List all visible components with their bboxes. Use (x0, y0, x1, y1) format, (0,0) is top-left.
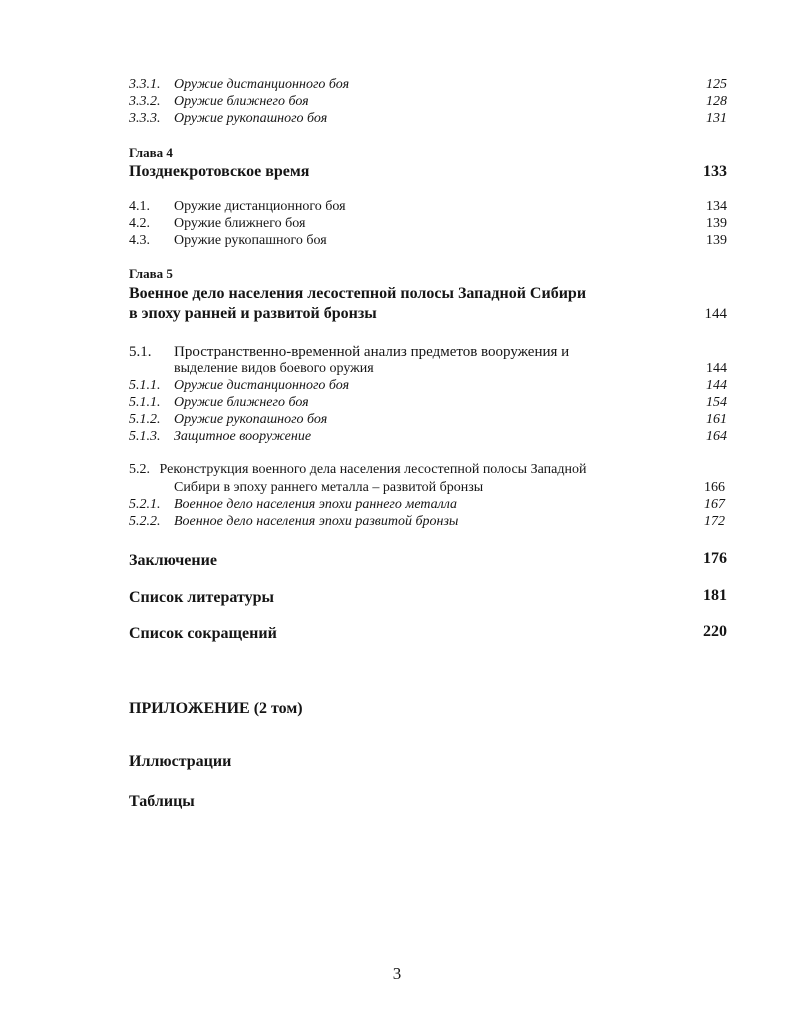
toc-number: 5.1. (129, 344, 152, 360)
toc-row-5-2-1 (129, 496, 727, 514)
toc-title: Список сокращений (129, 625, 277, 642)
toc-page: 167 (704, 497, 725, 512)
chapter-5-title-line-2 (129, 304, 727, 324)
toc-row-4-1 (129, 198, 727, 216)
toc-number: 5.1.3. (129, 429, 161, 444)
toc-row-3-3-1 (129, 76, 727, 94)
toc-title: Оружие ближнего боя (174, 216, 306, 231)
toc-title: Оружие дистанционного боя (174, 77, 350, 92)
toc-title: Список литературы (129, 589, 274, 606)
toc-row-4-3 (129, 232, 727, 250)
toc-row-3-3-3 (129, 110, 727, 128)
appendix-illustrations: Иллюстрации (129, 753, 232, 770)
toc-page: 154 (706, 395, 727, 410)
toc-title: Оружие дистанционного боя (174, 199, 346, 214)
chapter-5-title-line-1 (129, 284, 727, 304)
toc-row-3-3-2 (129, 93, 727, 111)
toc-number: 5.2.1. (129, 497, 161, 512)
toc-number: 5.1.1. (129, 395, 161, 410)
toc-page: 176 (703, 550, 727, 567)
toc-title: Реконструкция военного дела населения лесостепной полосы Западной (159, 462, 587, 477)
toc-title: Заключение (129, 552, 217, 569)
toc-row-5-1-cont (129, 360, 727, 378)
chapter-title-text: в эпоху ранней и развитой бронзы (129, 305, 377, 322)
chapter-title-text: Позднекротовское время (129, 163, 310, 180)
toc-page: 139 (706, 216, 727, 231)
toc-row-5-2-cont (129, 479, 727, 497)
toc-number: 3.3.1. (129, 77, 161, 92)
toc-page: 164 (706, 429, 727, 444)
toc-row-5-1-3 (129, 428, 727, 446)
toc-page: 134 (706, 199, 727, 214)
toc-bibliography (129, 588, 727, 608)
toc-page: 139 (706, 233, 727, 248)
chapter-title-text: Военное дело населения лесостепной полосы Западной Сибири (129, 285, 587, 302)
appendix-title: ПРИЛОЖЕНИЕ (2 том) (129, 700, 303, 717)
chapter-5-label: Глава 5 (129, 266, 173, 281)
toc-row-4-2 (129, 215, 727, 233)
toc-title: Пространственно-временной анализ предметов вооружения и (174, 344, 570, 360)
toc-title-cont: Сибири в эпоху раннего металла – развитой бронзы (174, 480, 484, 495)
toc-row-5-2-2 (129, 513, 727, 531)
toc-title: Оружие рукопашного боя (174, 111, 328, 126)
toc-number: 5.1.1. (129, 378, 161, 393)
toc-number: 5.2.2. (129, 514, 161, 529)
chapter-4-title (129, 162, 727, 182)
toc-title-cont: выделение видов боевого оружия (174, 361, 374, 376)
toc-page: 172 (704, 514, 725, 529)
toc-number: 3.3.3. (129, 111, 161, 126)
chapter-page: 144 (704, 306, 727, 322)
chapter-4-label: Глава 4 (129, 145, 173, 160)
toc-number: 4.1. (129, 199, 150, 214)
toc-page: 131 (706, 111, 727, 126)
toc-row-5-1-2 (129, 411, 727, 429)
toc-row-5-1-1b (129, 394, 727, 412)
toc-number: 4.2. (129, 216, 150, 231)
toc-page: 125 (706, 77, 727, 92)
toc-title: Военное дело населения эпохи раннего металла (174, 497, 458, 512)
chapter-page: 133 (703, 163, 727, 180)
toc-abbreviations (129, 624, 727, 644)
toc-title: Оружие дистанционного боя (174, 378, 350, 393)
toc-page: 161 (706, 412, 727, 427)
toc-number: 4.3. (129, 233, 150, 248)
toc-title: Оружие ближнего боя (174, 94, 309, 109)
toc-title: Оружие ближнего боя (174, 395, 309, 410)
toc-row-5-1 (129, 343, 727, 361)
toc-page: 144 (706, 361, 727, 376)
toc-row-5-2 (129, 461, 586, 479)
toc-number: 5.2. (129, 462, 150, 477)
toc-page: 144 (706, 378, 727, 393)
toc-page: 128 (706, 94, 727, 109)
toc-title: Оружие рукопашного боя (174, 233, 327, 248)
appendix-tables: Таблицы (129, 793, 195, 810)
toc-row-5-1-1 (129, 377, 727, 395)
toc-page: 166 (704, 480, 725, 495)
toc-title: Защитное вооружение (174, 429, 312, 444)
toc-number: 3.3.2. (129, 94, 161, 109)
toc-title: Военное дело населения эпохи развитой бронзы (174, 514, 459, 529)
toc-page: 220 (703, 623, 727, 640)
toc-conclusion (129, 551, 727, 571)
toc-number: 5.1.2. (129, 412, 161, 427)
toc-title: Оружие рукопашного боя (174, 412, 328, 427)
toc-page: 181 (703, 587, 727, 604)
page-number: 3 (392, 964, 402, 983)
